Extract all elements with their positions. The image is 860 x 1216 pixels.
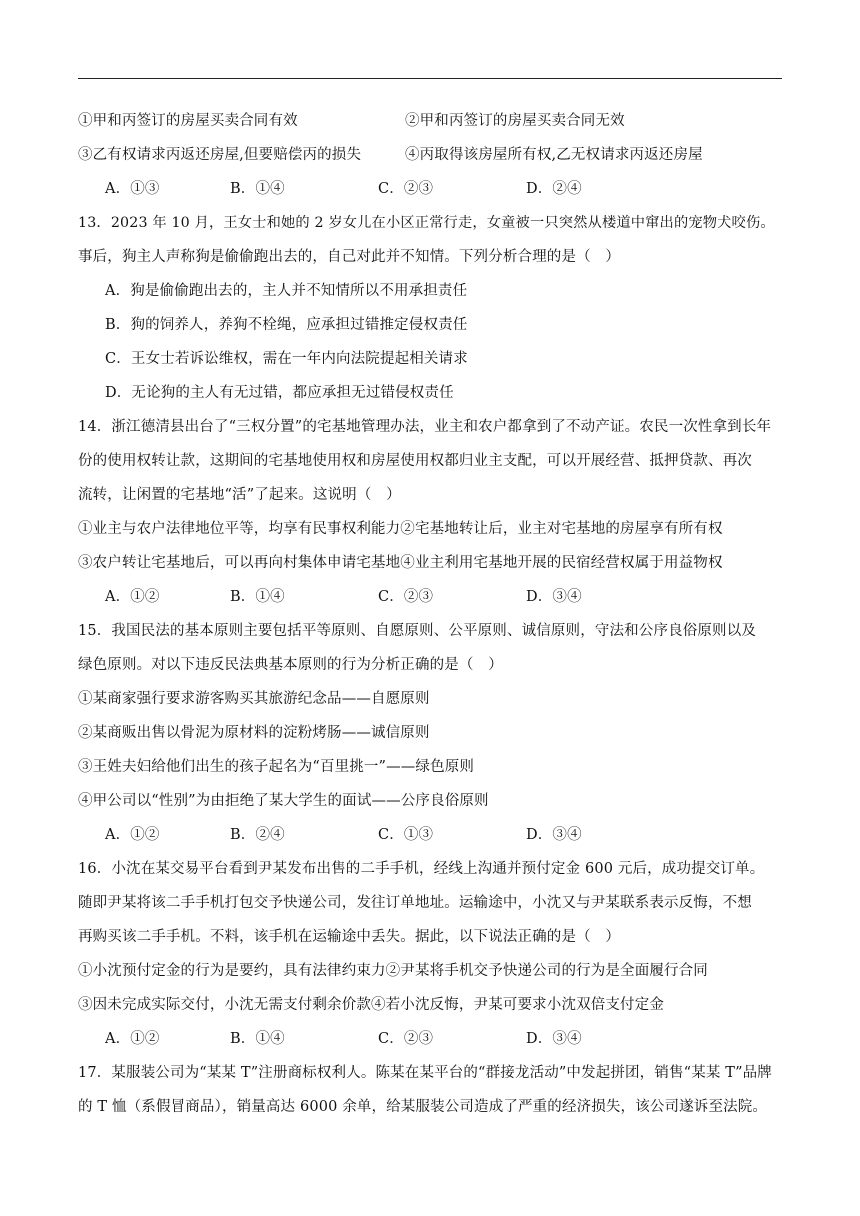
q16-stem-line2: 随即尹某将该二手手机打包交予快递公司，发往订单地址。运输途中，小沈又与尹某联系表示反悔，不想	[78, 895, 752, 911]
q16-stem-line3: 再购买该二手手机。不料，该手机在运输途中丢失。据此，以下说法正确的是（ ）	[78, 929, 621, 945]
q13-choice-d: D．无论狗的主人有无过错，都应承担无过错侵权责任	[105, 385, 454, 401]
q14-choice-b: B．①④	[230, 589, 285, 605]
q17-stem-line2: 的 T 恤（系假冒商品），销量高达 6000 余单，给某服装公司造成了严重的经济损失，该公司遂诉至法院。	[78, 1099, 768, 1115]
q16-choice-a: A．①②	[105, 1031, 160, 1047]
q14-stem-line2: 份的使用权转让款，这期间的宅基地使用权和房屋使用权都归业主支配，可以开展经营、抵押贷款、再次	[78, 453, 752, 469]
q16-statements-row2: ③因未完成实际交付，小沈无需支付剩余价款④若小沈反悔，尹某可要求小沈双倍支付定金	[78, 997, 664, 1013]
q14-choice-d: D．③④	[526, 589, 582, 605]
q12-choice-c: C．②③	[378, 181, 434, 197]
q12-statement-4: ④丙取得该房屋所有权,乙无权请求丙返还房屋	[405, 147, 703, 163]
q13-choice-b: B．狗的饲养人，养狗不栓绳，应承担过错推定侵权责任	[105, 317, 468, 333]
q16-choice-b: B．①④	[230, 1031, 285, 1047]
q15-choice-c: C．①③	[378, 827, 434, 843]
q15-choice-d: D．③④	[526, 827, 582, 843]
header-rule	[78, 78, 782, 79]
q13-stem-line1: 13．2023 年 10 月，王女士和她的 2 岁女儿在小区正常行走，女童被一只突然从楼道中窜出的宠物犬咬伤。	[78, 215, 775, 231]
q12-choice-b: B．①④	[230, 181, 285, 197]
q14-stem-line3: 流转，让闲置的宅基地“活”了起来。这说明（ ）	[78, 487, 401, 503]
q12-statement-1: ①甲和丙签订的房屋买卖合同有效	[78, 113, 298, 129]
q17-stem-line1: 17．某服装公司为“某某 T”注册商标权利人。陈某在某平台的“群接龙活动”中发起拼团，销售“某某 T”品牌	[78, 1065, 772, 1081]
q13-choice-a: A．狗是偷偷跑出去的，主人并不知情所以不用承担责任	[105, 283, 468, 299]
q14-statements-row1: ①业主与农户法律地位平等，均享有民事权利能力②宅基地转让后，业主对宅基地的房屋享有所有权	[78, 521, 723, 537]
q12-statement-2: ②甲和丙签订的房屋买卖合同无效	[405, 113, 625, 129]
q15-stem-line2: 绿色原则。对以下违反民法典基本原则的行为分析正确的是（ ）	[78, 657, 503, 673]
q14-choice-c: C．②③	[378, 589, 434, 605]
q12-choice-d: D．②④	[526, 181, 582, 197]
q14-stem-line1: 14．浙江德清县出台了“三权分置”的宅基地管理办法，业主和农户都拿到了不动产证。农民一次性拿到长年	[78, 419, 772, 435]
q14-statements-row2: ③农户转让宅基地后，可以再向村集体申请宅基地④业主利用宅基地开展的民宿经营权属于用益物权	[78, 555, 723, 571]
q15-statement-3: ③王姓夫妇给他们出生的孩子起名为“百里挑一”——绿色原则	[78, 759, 475, 775]
q12-statements-row2	[78, 145, 703, 165]
q13-stem-line2: 事后，狗主人声称狗是偷偷跑出去的，自己对此并不知情。下列分析合理的是（ ）	[78, 249, 621, 265]
q12-statements-row1	[78, 111, 625, 131]
q13-choice-c: C．王女士若诉讼维权，需在一年内向法院提起相关请求	[105, 351, 468, 367]
q16-choice-c: C．②③	[378, 1031, 434, 1047]
q15-statement-1: ①某商家强行要求游客购买其旅游纪念品——自愿原则	[78, 691, 430, 707]
q15-choice-a: A．①②	[105, 827, 160, 843]
q14-choice-a: A．①②	[105, 589, 160, 605]
q12-statement-3: ③乙有权请求丙返还房屋,但要赔偿丙的损失	[78, 147, 362, 163]
q15-stem-line1: 15．我国民法的基本原则主要包括平等原则、自愿原则、公平原则、诚信原则，守法和公序良俗原则以及	[78, 623, 756, 639]
q12-choice-a: A．①③	[105, 181, 160, 197]
q16-stem-line1: 16．小沈在某交易平台看到尹某发布出售的二手手机，经线上沟通并预付定金 600 元后，成功提交订单。	[78, 861, 765, 877]
q16-statements-row1: ①小沈预付定金的行为是要约，具有法律约束力②尹某将手机交予快递公司的行为是全面履行合同	[78, 963, 708, 979]
q15-statement-4: ④甲公司以“性别”为由拒绝了某大学生的面试——公序良俗原则	[78, 793, 489, 809]
q15-statement-2: ②某商贩出售以骨泥为原材料的淀粉烤肠——诚信原则	[78, 725, 430, 741]
q15-choice-b: B．②④	[230, 827, 285, 843]
q16-choice-d: D．③④	[526, 1031, 582, 1047]
